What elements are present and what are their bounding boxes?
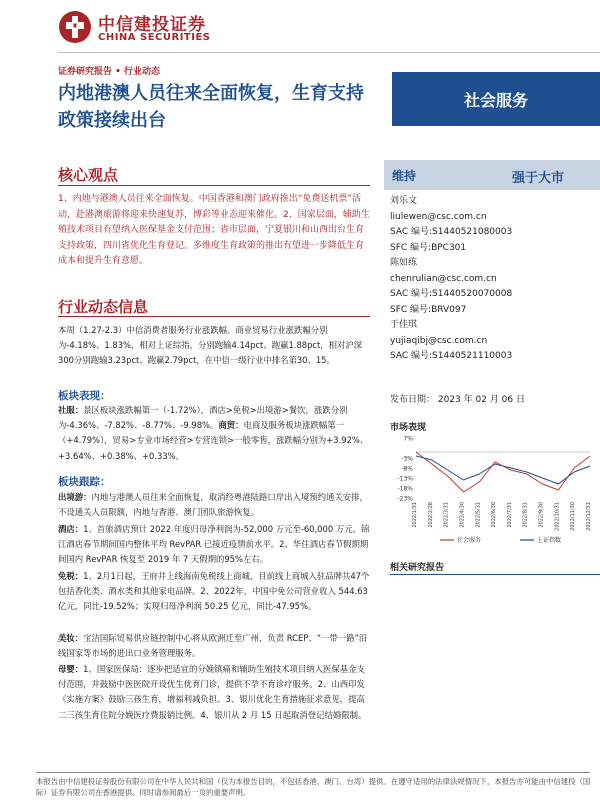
analyst-sac: SAC 编号:S1440521080003: [390, 227, 513, 237]
rating-action: 维持: [392, 169, 417, 183]
analyst-sfc: SFC 编号:BPC301: [390, 242, 467, 253]
rating-value: 强于大市: [511, 171, 564, 186]
x-tick-label: 2022/7/31: [506, 502, 513, 528]
industry-dynamics-divider: [58, 316, 370, 317]
social-service-text: 景区板块涨跌幅第一（-1.72%），酒店>免税>出境游>餐饮，涨跌分别为-4.36%、-7.82%、-8.77%、-9.98%。: [58, 405, 348, 431]
market-performance-chart: [390, 430, 600, 550]
outbound-tracking: [58, 490, 370, 520]
analyst-name: 刘乐文: [390, 196, 418, 206]
related-reports-divider: [390, 574, 600, 575]
analyst-sac: SAC 编号:S1440520070008: [390, 289, 513, 299]
analyst-email: chenrulian@csc.com.cn: [390, 273, 497, 284]
rating-box: [384, 160, 600, 190]
baby-text: 1、国家医保局：逐步把适宜的分娩镇痛和辅助生殖技术项目纳入医保基金支付范围，并鼓励中医医院开设优生优育门诊，提供不孕不育诊疗服务。2、山西印发《实施方案》鼓励三孩生育，增福利减负担。3、银川优化生育措施征求意见，提高二三孩生育住院分娩医疗费报销比例。4、银川从 2 月 15 日起取消登记结婚限制。: [58, 664, 367, 720]
x-tick-label: 2022/9/30: [538, 502, 545, 528]
beauty-text: 宝洁国际贸易供应链控制中心将从欧洲迁至广州，负责 RCEP、“一带一路”沿线国家等市场的进出口业务管理服务。: [58, 633, 368, 659]
y-tick-label: 7%: [403, 435, 413, 443]
hotel-tracking: [58, 522, 370, 568]
analyst-list: [390, 194, 590, 365]
core-view-title: 核心观点: [58, 166, 119, 184]
hotel-text: 1、首旅酒店预计 2022 年度归母净利润为-52,000 万元至-60,000 万元。锦江酒店春节期间国内整体平均 RevPAR 已接近疫情前水平。2、华住酒店春节假期期间国内 RevPAR 恢复至 2019 年 7 天假期的95%左右。: [58, 524, 370, 565]
analyst-email: liulewen@csc.com.cn: [390, 211, 487, 222]
market-performance-title: 市场表现: [390, 423, 427, 433]
outbound-label: 出境游：: [58, 492, 92, 502]
beauty-tracking: [58, 631, 370, 661]
board-tracking-title: 板块跟踪：: [58, 476, 111, 488]
publish-date: 发布日期： 2023 年 02 月 06 日: [390, 395, 525, 405]
logo-cn: 中信建投证券: [98, 15, 206, 35]
dutyfree-tracking: [58, 569, 370, 615]
series-line: [416, 452, 590, 492]
x-tick-label: 2022/4/30: [459, 502, 466, 528]
baby-label: 母婴：: [58, 664, 84, 674]
board-performance-text: [58, 403, 370, 464]
analyst-sac: SAC 编号:S1440521110003: [390, 351, 513, 361]
x-tick-label: 2022/2/28: [427, 502, 434, 528]
x-tick-label: 2022/5/31: [475, 502, 482, 528]
analyst-email: yujiaqibj@csc.com.cn: [390, 335, 488, 346]
report-series: 证券研究报告 • 行业动态: [58, 67, 161, 77]
core-view-text: 1、内地与港澳人员往来全面恢复。中国香港和澳门政府推出“免费送机票”活动，赴港澳旅游将迎来快速复苏，博彩等业态迎来催化。2、国家层面，辅助生殖技术项目有望纳入医保基金支付范围；省市层面，宁夏银川和山西出台生育支持政策，四川省优化生育登记。多维度生育政策的推出有望进一步降低生育成本和提升生育意愿。: [58, 194, 370, 266]
disclaimer: 本报告由中信建投证券股份有限公司在中华人民共和国（仅为本报告目的，不包括香港、澳门、台湾）提供。在遵守适用的法律法规情况下，本报告亦可能由中信建投（国际）证券有限公司在香港提供。同时请参阅最后一页的重要声明。: [36, 777, 591, 797]
company-logo: [58, 8, 228, 50]
y-tick-label: -18%: [397, 485, 413, 493]
retail-label: 商贸：: [218, 420, 244, 431]
y-tick-label: -13%: [397, 475, 413, 483]
beauty-label: 美妆：: [58, 633, 84, 643]
x-tick-label: 2022/3/31: [443, 502, 450, 528]
x-tick-label: 2022/6/30: [491, 502, 498, 528]
x-tick-label: 2022/1/31: [412, 502, 418, 528]
header-divider: [58, 52, 600, 53]
dutyfree-label: 免税：: [58, 571, 84, 581]
analyst-name: 陈如练: [390, 258, 418, 268]
csc-logo-icon: [58, 10, 92, 44]
x-tick-label: 2022/11/30: [570, 502, 577, 531]
industry-dynamics-title: 行业动态信息: [58, 298, 149, 316]
legend-label: 上证指数: [537, 537, 562, 544]
baby-tracking: [58, 662, 370, 723]
y-tick-label: -8%: [401, 465, 413, 473]
analyst-name: 于佳琪: [390, 320, 418, 330]
market-chart-svg: [390, 430, 600, 550]
outbound-text: 内地与港澳人员往来全面恢复，取消经粤港陆路口岸出入境预约通关安排，不设通关人员限额，内地与香港、澳门团队旅游恢复。: [58, 492, 368, 518]
analyst-sfc: SFC 编号:BRV097: [390, 304, 467, 315]
core-view-divider: [58, 185, 370, 186]
report-title: 内地港澳人员往来全面恢复，生育支持政策接续出台: [58, 83, 364, 131]
x-tick-label: 2022/12/31: [586, 502, 592, 531]
x-tick-label: 2022/10/31: [554, 502, 561, 531]
board-performance-title: 板块表现：: [58, 390, 111, 402]
y-tick-label: -23%: [397, 495, 413, 503]
dutyfree-text: 1、2月1日起，王府井上线海南免税线上商城，目前线上商城入驻品牌共47个包括香化类、酒水类和其他家电品牌。2、2022年，中国中免公司营业收入 544.63 亿元，同比-19.52%；实现归母净利润 50.25 亿元，同比-47.95%。: [58, 571, 370, 612]
footer-divider: [36, 772, 590, 773]
legend-label: 社会服务: [457, 537, 482, 544]
x-tick-label: 2022/8/31: [522, 502, 529, 528]
series-line: [416, 456, 590, 484]
logo-en: CHINA SECURITIES: [98, 32, 211, 43]
retail-text: 电商及服务板块涨跌幅第一（+4.79%），贸易>专业市场经营>专营连锁>一般零售，涨跌幅分别为+3.92%、+3.64%、+0.38%、+0.33%。: [58, 420, 369, 461]
weekly-summary: 本周（1.27-2.3）中信消费者服务行业涨跌幅、商业贸易行业涨跌幅分别为-4.18%、1.83%，相对上证综指，分别跑输4.14pct、跑赢1.88pct，相对沪深300分别跑输3.23pct、跑赢2.79pct，在中信一级行业中排名第30、15。: [58, 325, 363, 366]
sector-label: 社会服务: [392, 72, 600, 126]
related-reports-title: 相关研究报告: [390, 563, 445, 573]
hotel-label: 酒店：: [58, 524, 84, 534]
y-tick-label: -3%: [401, 455, 413, 463]
social-service-label: 社服：: [58, 405, 84, 415]
